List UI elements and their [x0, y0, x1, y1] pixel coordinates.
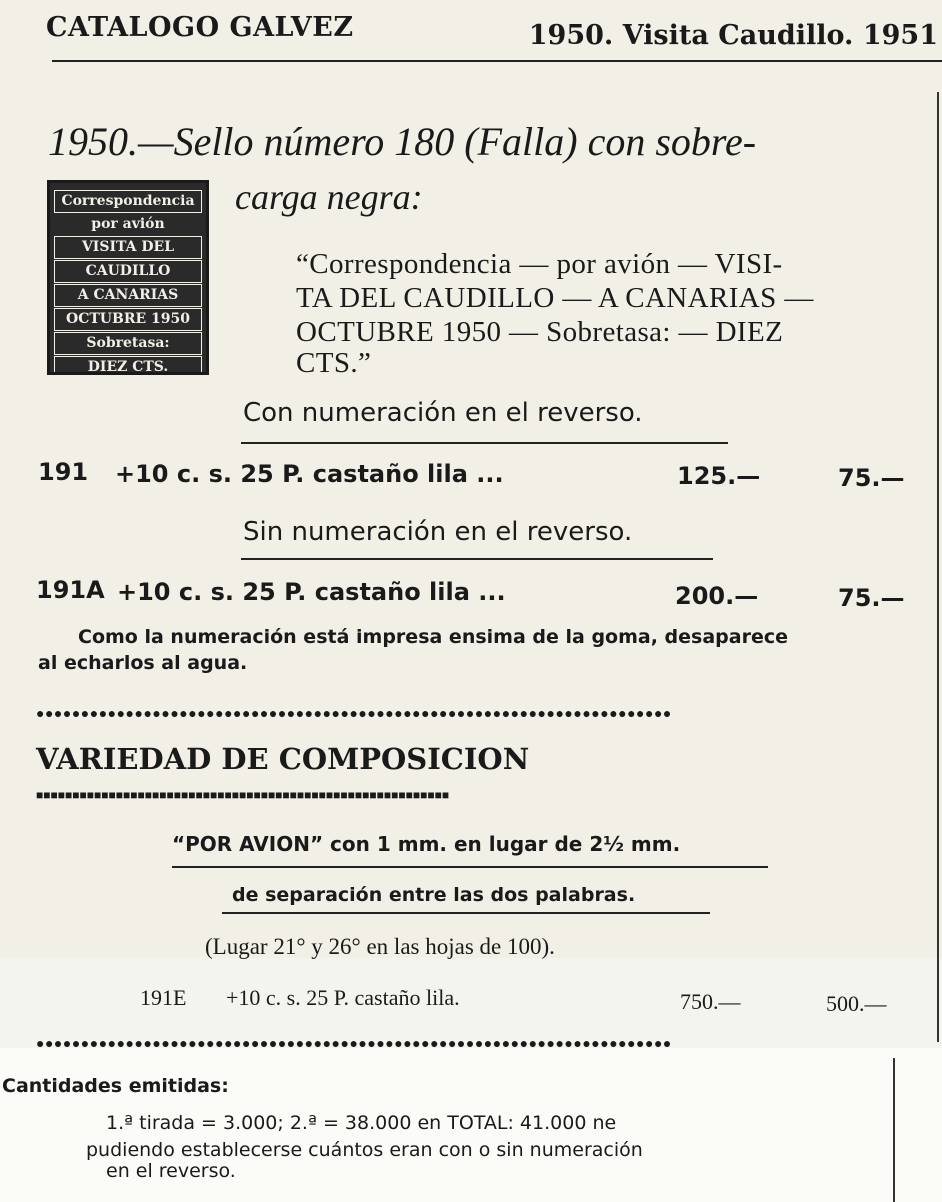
page-topic: 1950. Visita Caudillo. 1951 — [528, 20, 938, 51]
stamp-line: Correspondencia — [54, 190, 202, 213]
price-used: 75.— — [838, 584, 905, 612]
variety-underline — [172, 866, 768, 868]
catalog-number-191A: 191A — [36, 576, 105, 604]
dotted-divider: ●●●●●●●●●●●●●●●●●●●●●●●●●●●●●●●●●●●●●●●●●●●●●●●●●●●●●●●●●●●●●●●●●●●●●●● — [36, 1037, 672, 1051]
catalog-description: +10 c. s. 25 P. castaño lila. — [226, 985, 460, 1010]
dotted-divider: ●●●●●●●●●●●●●●●●●●●●●●●●●●●●●●●●●●●●●●●●●●●●●●●●●●●●●●●●●●●●●●●●●●●●●●● — [36, 707, 672, 721]
overprint-text-line2: TA DEL CAUDILLO — A CANARIAS — — [296, 282, 814, 314]
note-line2: al echarlos al agua. — [38, 652, 248, 674]
note-line1: Como la numeración está impresa ensima de la goma, desaparece — [78, 626, 789, 648]
variety-heading: VARIEDAD DE COMPOSICION — [36, 742, 530, 776]
section-heading-underline — [241, 442, 728, 444]
catalog-number-191E: 191E — [140, 985, 187, 1010]
issue-title-line2: carga negra: — [235, 177, 423, 217]
stamp-line: CAUDILLO — [54, 260, 202, 283]
price-mint: 200.— — [675, 582, 759, 610]
stamp-line: VISITA DEL — [54, 236, 202, 259]
stamp-line: Sobretasa: — [54, 332, 202, 355]
stamp-line: por avión — [54, 214, 202, 235]
stamp-line: A CANARIAS — [54, 284, 202, 307]
stamp-line: OCTUBRE 1950 — [54, 308, 202, 331]
quantities-line1: 1.ª tirada = 3.000; 2.ª = 38.000 en TOTAL: 41.000 ne — [106, 1112, 617, 1134]
stamp-line: DIEZ CTS. — [54, 356, 202, 375]
right-margin-rule — [893, 1058, 895, 1202]
variety-location: (Lugar 21° y 26° en las hojas de 100). — [205, 934, 555, 959]
overprint-text-line1: “Correspondencia — por avión — VISI- — [296, 248, 783, 280]
issue-title-line1: 1950.—Sello número 180 (Falla) con sobre- — [48, 119, 757, 164]
price-used: 500.— — [826, 991, 887, 1016]
price-used: 75.— — [838, 464, 905, 492]
catalog-description: +10 c. s. 25 P. castaño lila ... — [117, 578, 506, 606]
price-mint: 750.— — [680, 989, 741, 1014]
square-divider: ■■■■■■■■■■■■■■■■■■■■■■■■■■■■■■■■■■■■■■■■■■■■■■■■■■■■■■■■■ — [36, 788, 450, 800]
overprint-text-line3: OCTUBRE 1950 — Sobretasa: — DIEZ — [296, 316, 784, 348]
quantities-line3: en el reverso. — [106, 1160, 236, 1182]
price-mint: 125.— — [677, 462, 761, 490]
quantities-line2: pudiendo establecerse cuántos eran con o sin numeración — [86, 1139, 643, 1161]
catalog-name: CATALOGO GALVEZ — [46, 12, 354, 43]
section-heading-with-number: Con numeración en el reverso. — [243, 398, 643, 428]
overprint-text-line4: CTS.” — [296, 347, 372, 379]
section-heading-underline — [241, 558, 713, 560]
variety-underline — [222, 912, 710, 914]
variety-subtitle-line1: “POR AVION” con 1 mm. en lugar de 2½ mm. — [172, 832, 681, 856]
header-rule — [52, 60, 942, 62]
section-heading-without-number: Sin numeración en el reverso. — [243, 517, 633, 547]
catalog-number-191: 191 — [38, 458, 89, 486]
quantities-heading: Cantidades emitidas: — [2, 1075, 229, 1097]
catalog-description: +10 c. s. 25 P. castaño lila ... — [115, 460, 504, 488]
right-margin-rule — [937, 92, 939, 1042]
variety-subtitle-line2: de separación entre las dos palabras. — [232, 884, 636, 906]
stamp-overprint-image — [47, 180, 209, 375]
